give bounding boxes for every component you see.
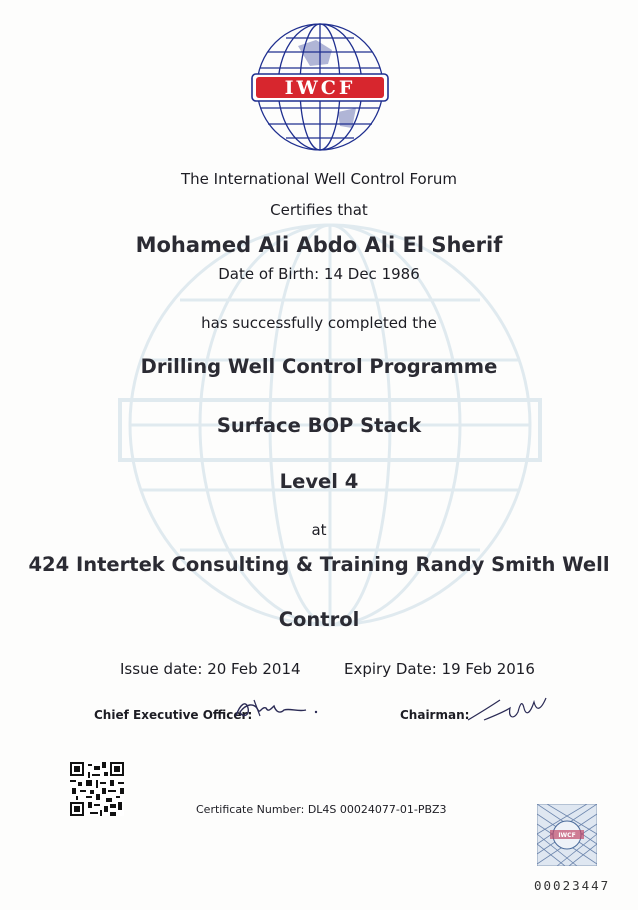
centre-name-line1: 424 Intertek Consulting & Training Randy Smith Well bbox=[28, 553, 610, 576]
logo-text: IWCF bbox=[284, 77, 356, 99]
svg-text:IWCF: IWCF bbox=[558, 832, 576, 839]
expiry-date: Expiry Date: 19 Feb 2016 bbox=[344, 660, 535, 678]
iwcf-globe-logo bbox=[246, 16, 394, 158]
completion-statement: has successfully completed the bbox=[201, 314, 437, 332]
certifies-line: Certifies that bbox=[270, 201, 368, 219]
serial-number: 00023447 bbox=[534, 878, 611, 893]
holder-name: Mohamed Ali Abdo Ali El Sherif bbox=[135, 233, 503, 257]
level: Level 4 bbox=[279, 470, 359, 493]
ceo-label: Chief Executive Officer: bbox=[94, 708, 253, 722]
chairman-label: Chairman: bbox=[400, 708, 470, 722]
programme-title: Drilling Well Control Programme bbox=[140, 355, 498, 378]
centre-name-line2: Control bbox=[278, 608, 360, 631]
issuer-line: The International Well Control Forum bbox=[181, 170, 457, 188]
stack-type: Surface BOP Stack bbox=[216, 414, 422, 437]
hologram-seal bbox=[537, 804, 597, 866]
chairman-signature bbox=[464, 690, 554, 730]
date-of-birth: Date of Birth: 14 Dec 1986 bbox=[218, 265, 420, 283]
at-line: at bbox=[311, 521, 327, 539]
certificate-number: Certificate Number: DL4S 00024077-01-PBZ3 bbox=[196, 803, 447, 816]
ceo-signature bbox=[232, 694, 322, 724]
qr-code bbox=[70, 762, 124, 816]
issue-date: Issue date: 20 Feb 2014 bbox=[120, 660, 301, 678]
